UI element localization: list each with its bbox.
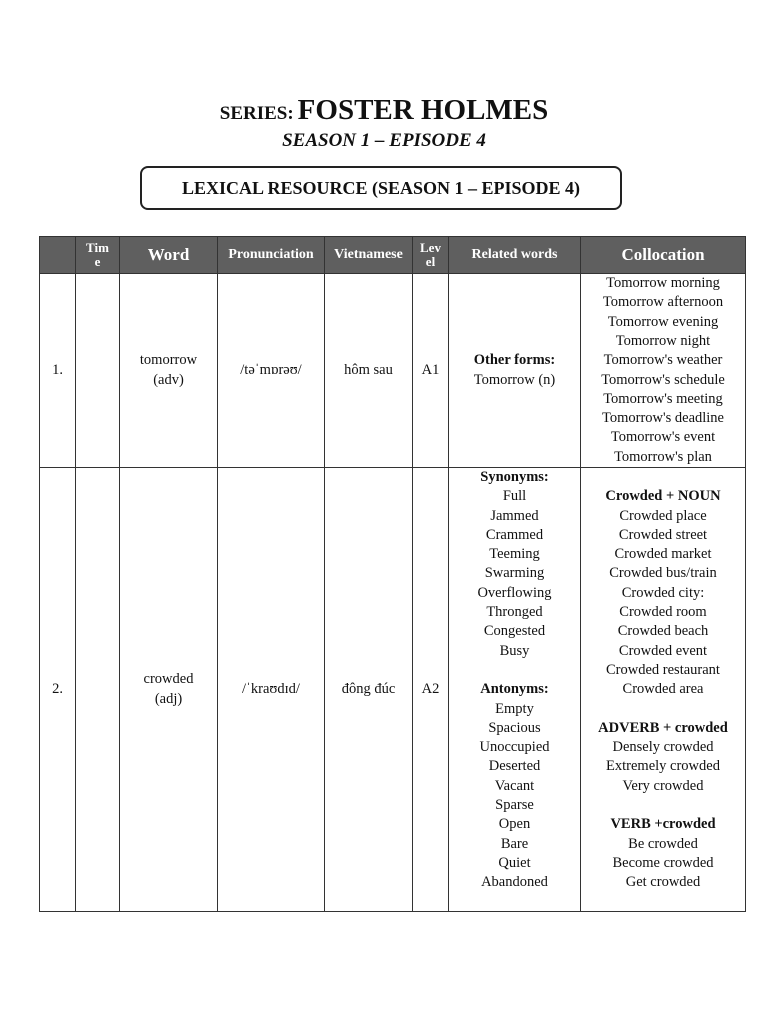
header-time — [76, 237, 120, 274]
row-collocations — [581, 274, 746, 468]
collocation-item: Crowded room — [619, 604, 707, 621]
collocation-item: Crowded place — [619, 507, 707, 524]
header-collocation: Collocation — [581, 237, 746, 274]
word-text: tomorrow — [139, 352, 198, 369]
row-collocations — [581, 468, 746, 912]
collocation-item: Densely crowded — [612, 739, 714, 756]
collocation-item: Extremely crowded — [606, 758, 720, 775]
row-pronunciation: /təˈmɒrəʊ/ — [218, 274, 325, 468]
collocation-item: Tomorrow's weather — [603, 352, 723, 369]
row-word — [120, 274, 218, 468]
antonym-item: Bare — [500, 835, 529, 852]
header-level-line1: Lev — [420, 240, 441, 255]
collocation-item: Tomorrow evening — [607, 313, 719, 330]
row-related-words — [449, 468, 581, 912]
table-row — [40, 468, 746, 912]
header-time-line1: Tim — [86, 240, 109, 255]
collocation-item: Tomorrow morning — [606, 275, 720, 292]
row-word — [120, 468, 218, 912]
series-prefix: SERIES: — [219, 103, 294, 124]
collocation-item: Tomorrow's plan — [614, 448, 712, 465]
header-level — [413, 237, 449, 274]
spacer — [581, 700, 745, 719]
word-pos: (adv) — [153, 371, 184, 388]
related-value: Tomorrow (n) — [473, 371, 556, 388]
series-name: FOSTER HOLMES — [297, 94, 549, 126]
antonym-item: Open — [498, 816, 531, 833]
row-time — [76, 274, 120, 468]
header-related-words: Related words — [449, 237, 581, 274]
collocation-item: Tomorrow's schedule — [601, 371, 725, 388]
header-number — [40, 237, 76, 274]
lexical-table — [39, 236, 746, 912]
collocation-group-heading: ADVERB + crowded — [598, 719, 728, 736]
antonym-item: Unoccupied — [479, 739, 550, 756]
row-time — [76, 468, 120, 912]
collocation-item: Become crowded — [612, 854, 714, 871]
section-title-box: LEXICAL RESOURCE (SEASON 1 – EPISODE 4) — [140, 166, 622, 210]
collocation-item: Tomorrow's deadline — [602, 410, 724, 427]
collocation-item: Get crowded — [625, 874, 701, 891]
related-heading: Other forms: — [473, 352, 556, 369]
series-title — [0, 94, 768, 127]
collocation-item: Crowded bus/train — [609, 565, 717, 582]
antonym-item: Deserted — [488, 758, 541, 775]
row-pronunciation: /ˈkraʊdɪd/ — [218, 468, 325, 912]
collocation-item: Crowded city: — [621, 584, 705, 601]
synonym-item: Busy — [499, 642, 530, 659]
synonym-item: Full — [502, 488, 527, 505]
synonym-item: Congested — [483, 623, 546, 640]
collocation-group-heading: Crowded + NOUN — [605, 488, 721, 505]
header-time-line2: e — [94, 254, 101, 269]
synonym-item: Teeming — [489, 546, 540, 563]
collocation-item: Crowded event — [618, 642, 708, 659]
table-header-row — [40, 237, 746, 274]
collocation-item: Tomorrow's event — [610, 429, 716, 446]
collocation-item: Tomorrow afternoon — [602, 294, 724, 311]
word-pos: (adj) — [154, 690, 183, 707]
table-row — [40, 274, 746, 468]
row-level: A1 — [413, 274, 449, 468]
row-vietnamese: hôm sau — [325, 274, 413, 468]
row-vietnamese: đông đúc — [325, 468, 413, 912]
antonym-item: Empty — [495, 700, 534, 717]
header-level-line2: el — [425, 254, 436, 269]
antonym-item: Quiet — [498, 854, 531, 871]
antonym-item: Spacious — [488, 719, 541, 736]
synonym-item: Jammed — [490, 507, 539, 524]
header-pronunciation: Pronunciation — [218, 237, 325, 274]
spacer — [449, 661, 580, 680]
row-number: 1. — [40, 274, 76, 468]
header-vietnamese: Vietnamese — [325, 237, 413, 274]
collocation-item: Tomorrow's meeting — [603, 390, 723, 407]
antonym-item: Abandoned — [481, 874, 548, 891]
collocation-item: Crowded beach — [617, 623, 709, 640]
collocation-item: Crowded street — [618, 526, 708, 543]
synonym-item: Swarming — [484, 565, 545, 582]
collocation-item: Crowded market — [614, 546, 712, 563]
collocation-item: Crowded restaurant — [606, 661, 720, 678]
header-word: Word — [120, 237, 218, 274]
synonym-item: Crammed — [485, 526, 544, 543]
row-number: 2. — [40, 468, 76, 912]
row-related-words — [449, 274, 581, 468]
collocation-item: Crowded area — [622, 681, 704, 698]
collocation-item: Very crowded — [622, 777, 704, 794]
word-text: crowded — [143, 671, 194, 688]
collocation-item: Be crowded — [628, 835, 698, 852]
row-level: A2 — [413, 468, 449, 912]
spacer — [581, 796, 745, 815]
synonym-item: Thronged — [486, 604, 543, 621]
collocation-group-heading: VERB +crowded — [610, 816, 716, 833]
antonym-item: Sparse — [495, 797, 534, 814]
antonyms-heading: Antonyms: — [480, 681, 549, 698]
synonyms-heading: Synonyms: — [480, 469, 549, 485]
spacer — [581, 468, 745, 487]
collocation-item: Tomorrow night — [615, 332, 711, 349]
synonym-item: Overflowing — [477, 584, 552, 601]
antonym-item: Vacant — [494, 777, 535, 794]
episode-subtitle: SEASON 1 – EPISODE 4 — [282, 130, 486, 151]
